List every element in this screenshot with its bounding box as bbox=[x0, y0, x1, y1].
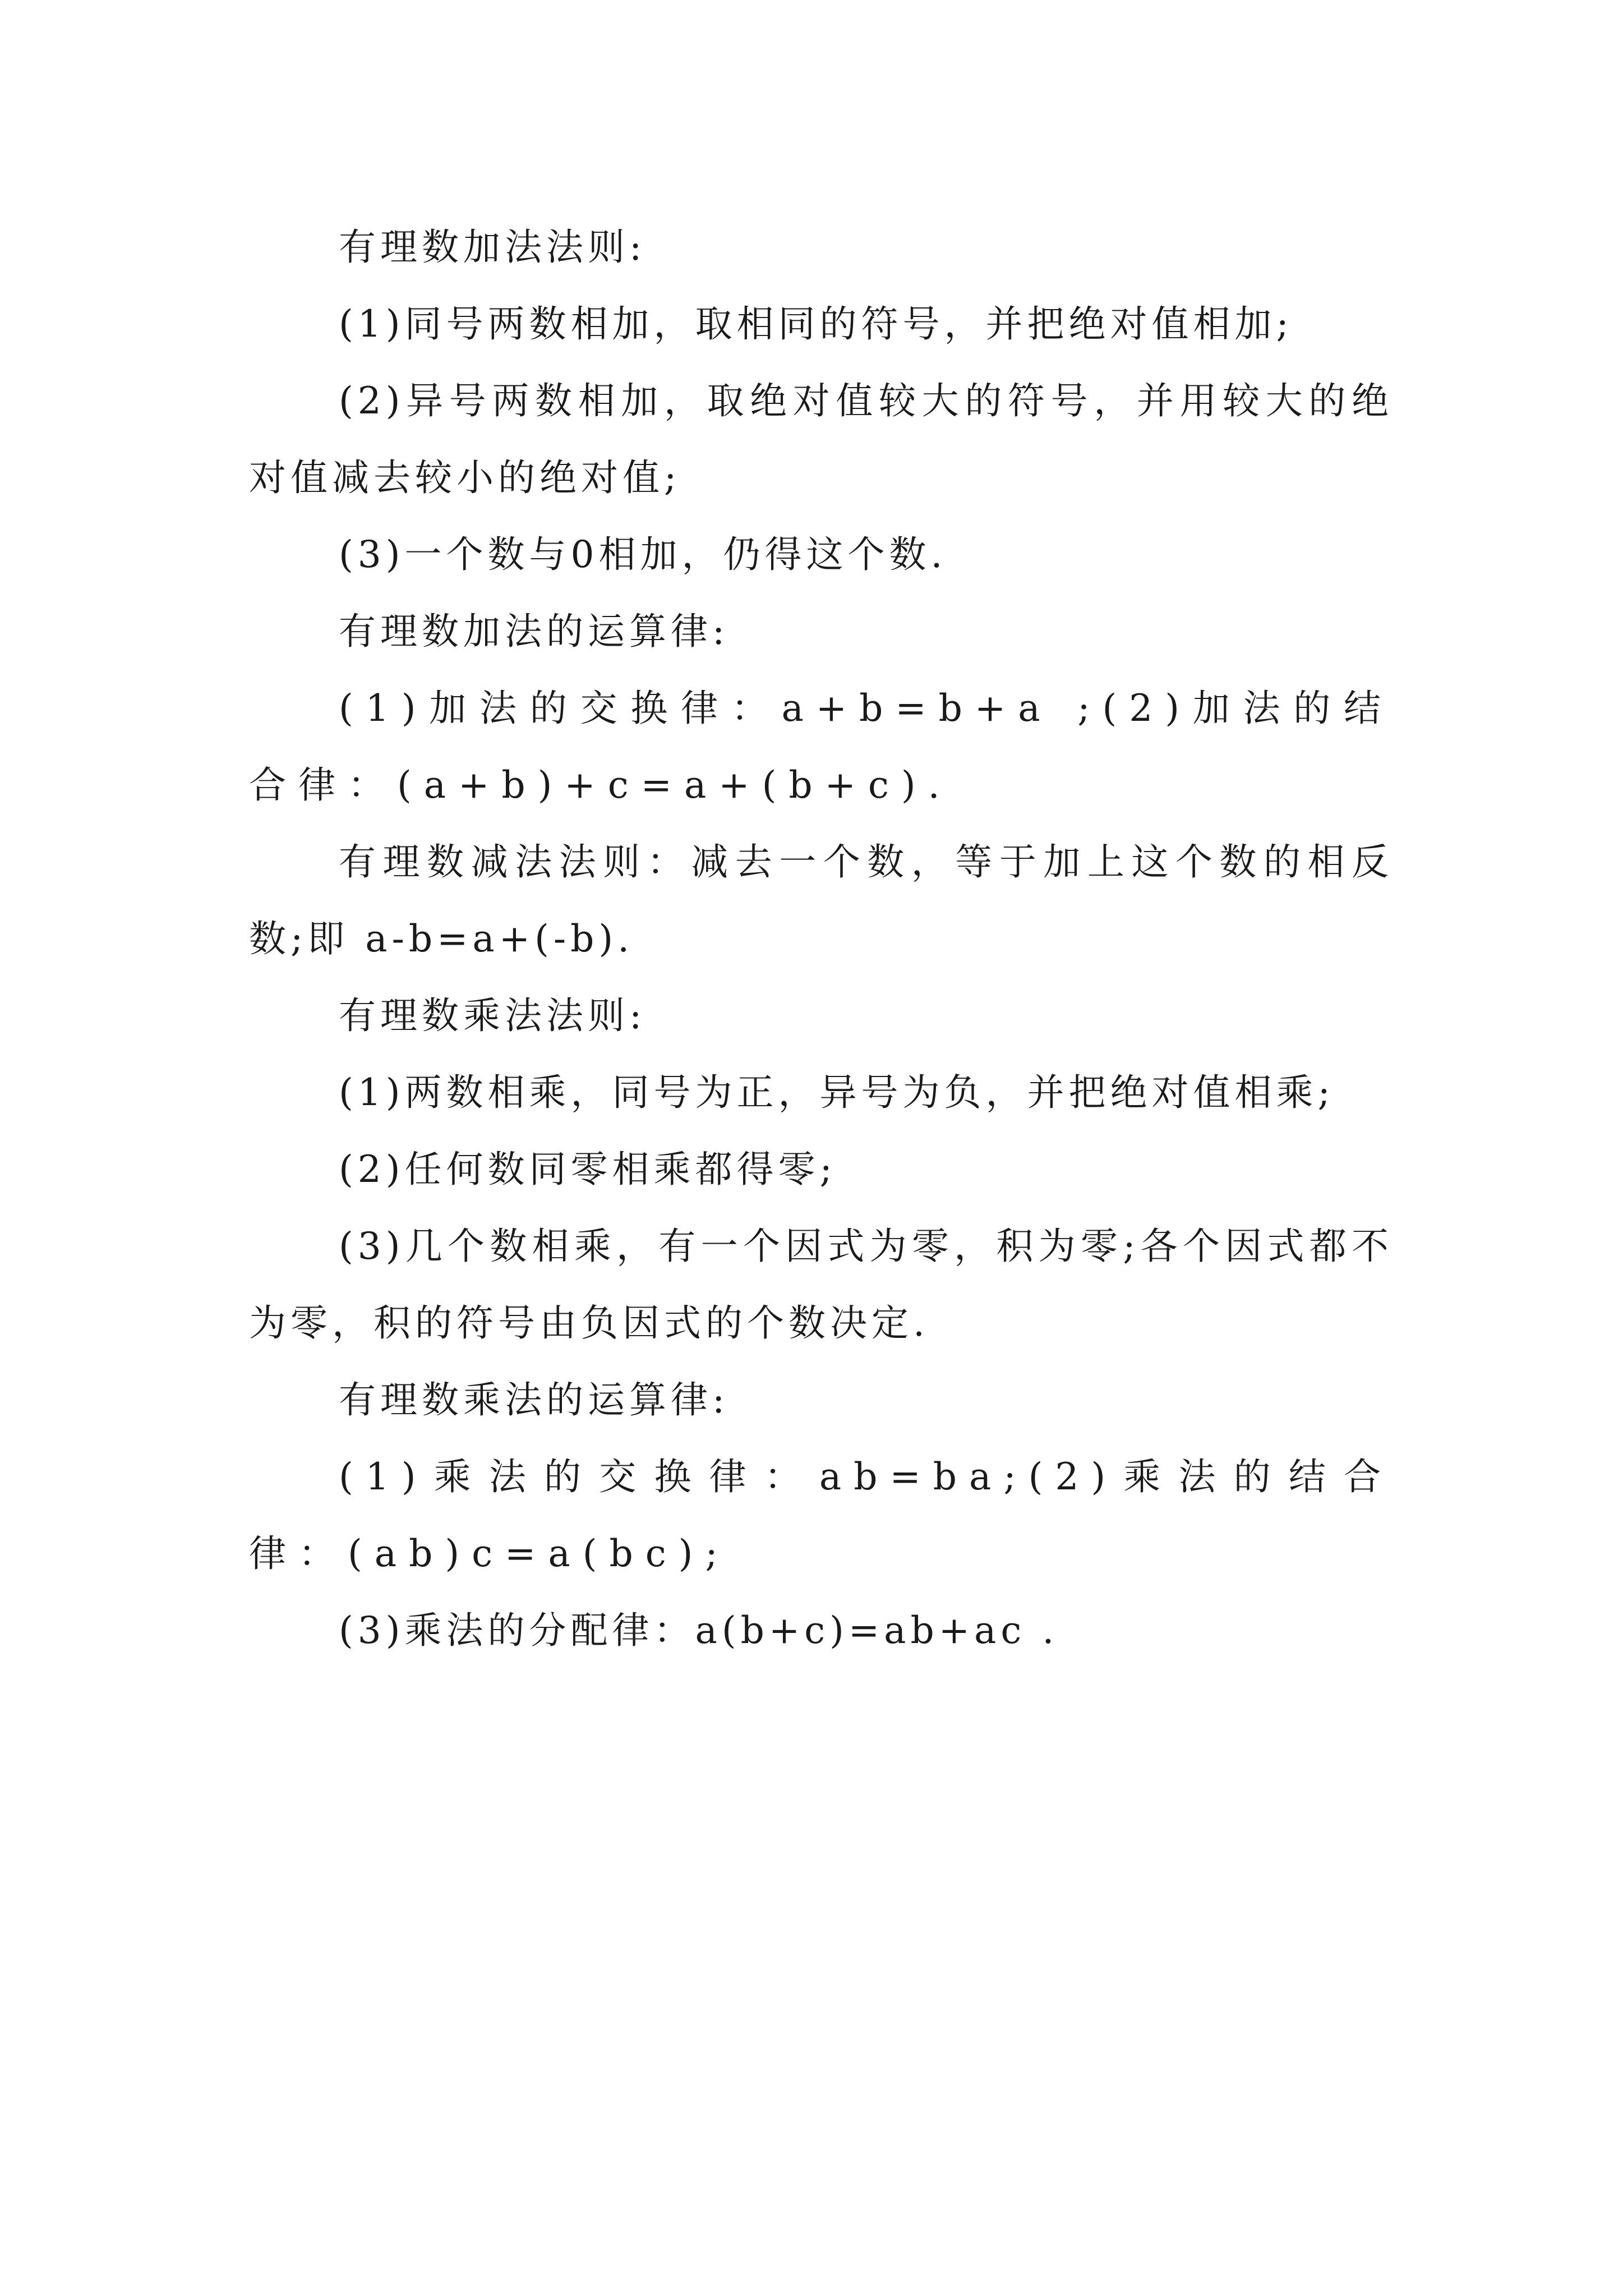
document-body bbox=[249, 209, 1393, 1669]
heading-addition-laws: 有理数加法的运算律: bbox=[339, 610, 730, 653]
heading-addition-rules: 有理数加法法则: bbox=[339, 226, 647, 269]
heading-multiplication-laws: 有理数乘法的运算律: bbox=[339, 1378, 730, 1421]
addition-laws: (1)加法的交换律：a+b=b+a ;(2)加法的结合律：(a+b)+c=a+(b+c). bbox=[249, 687, 1393, 807]
addition-rule-3: (3)一个数与0相加，仍得这个数. bbox=[339, 533, 947, 576]
heading-multiplication-rules: 有理数乘法法则: bbox=[339, 994, 647, 1037]
addition-rule-1: (1)同号两数相加，取相同的符号，并把绝对值相加; bbox=[339, 302, 1293, 346]
multiplication-rule-1: (1)两数相乘，同号为正，异号为负，并把绝对值相乘; bbox=[339, 1071, 1335, 1114]
multiplication-rule-2: (2)任何数同零相乘都得零; bbox=[339, 1148, 837, 1191]
multiplication-laws: (1)乘法的交换律：ab=ba;(2)乘法的结合律：(ab)c=a(bc); bbox=[249, 1455, 1393, 1575]
distributive-law: (3)乘法的分配律：a(b+c)=ab+ac . bbox=[339, 1609, 1059, 1652]
addition-rule-2: (2)异号两数相加，取绝对值较大的符号，并用较大的绝对值减去较小的绝对值; bbox=[249, 379, 1393, 499]
multiplication-rule-3: (3)几个数相乘，有一个因式为零，积为零;各个因式都不为零，积的符号由负因式的个数决定. bbox=[249, 1225, 1393, 1345]
subtraction-rule: 有理数减法法则：减去一个数，等于加上这个数的相反数;即 a-b=a+(-b). bbox=[249, 840, 1393, 960]
